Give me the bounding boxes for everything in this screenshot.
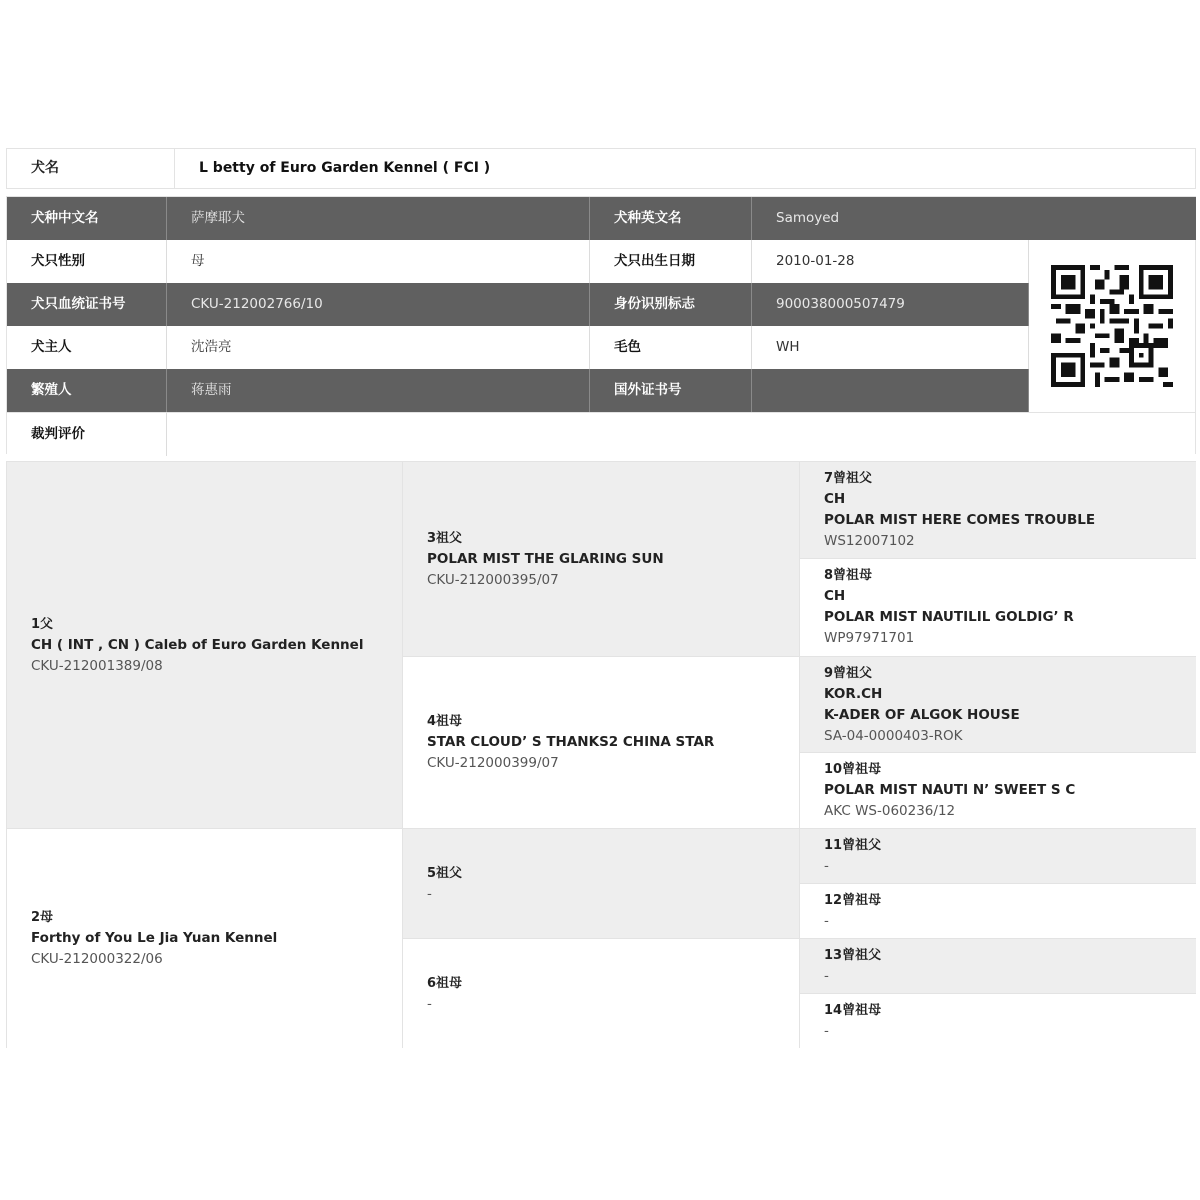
foreign-cert-value (752, 369, 1029, 412)
judge-value (167, 413, 1195, 456)
ggp-name: POLAR MIST NAUTI N’ SWEET S C (824, 782, 1076, 798)
info-row-sex (7, 240, 1029, 283)
ggp-reg: - (824, 858, 829, 874)
grandparent-num: 3祖父 (427, 530, 463, 546)
sex-value: 母 (167, 240, 590, 283)
info-row-judge (7, 412, 1195, 455)
ggp-reg: WS12007102 (824, 533, 915, 549)
grandparent-reg: - (427, 885, 432, 902)
ggp-num: 11曾祖父 (824, 838, 882, 853)
grandparent-num: 5祖父 (427, 865, 463, 881)
pedigree-great-grandparent-7 (800, 462, 1196, 559)
dog-name-label: 犬名 (7, 149, 175, 188)
pedigree-table (6, 461, 1196, 1048)
pedigree-great-grandparent-12 (800, 884, 1196, 939)
ggp-num: 14曾祖母 (824, 1003, 882, 1018)
foreign-cert-label: 国外证书号 (590, 369, 752, 412)
judge-label: 裁判评价 (7, 413, 167, 456)
grandparent-reg: CKU-212000399/07 (427, 755, 559, 771)
ggp-name: POLAR MIST NAUTILIL GOLDIG’ R (824, 609, 1074, 625)
qr-code-box (1029, 240, 1195, 412)
info-row-owner (7, 326, 1029, 369)
info-table (6, 196, 1196, 454)
dog-name-value: L betty of Euro Garden Kennel ( FCI ) (199, 160, 491, 176)
dam-name: Forthy of You Le Jia Yuan Kennel (31, 930, 278, 946)
ggp-reg: WP97971701 (824, 630, 915, 646)
pedigree-great-grandparent-11 (800, 829, 1196, 884)
grandparent-name: POLAR MIST THE GLARING SUN (427, 550, 664, 567)
color-label: 毛色 (590, 326, 752, 369)
ggp-num: 9曾祖父 (824, 666, 873, 681)
ggp-title: CH (824, 588, 846, 604)
grandparent-num: 6祖母 (427, 975, 463, 991)
ggp-title: KOR.CH (824, 686, 883, 702)
chip-value: 900038000507479 (752, 283, 1029, 326)
ggp-reg: - (824, 1023, 829, 1039)
dob-label: 犬只出生日期 (590, 240, 752, 283)
ggp-num: 7曾祖父 (824, 471, 873, 486)
breeder-value: 蒋惠雨 (167, 369, 590, 412)
sire-num: 1父 (31, 616, 54, 632)
ggp-reg: - (824, 968, 829, 984)
pedigree-grandparent-3 (403, 462, 800, 657)
ggp-name: POLAR MIST HERE COMES TROUBLE (824, 512, 1096, 528)
pedigree-grandparent-6 (403, 939, 800, 1048)
ggp-reg: AKC WS-060236/12 (824, 803, 956, 819)
sire-name: CH ( INT , CN ) Caleb of Euro Garden Kennel (31, 636, 364, 653)
pedigree-sire (7, 462, 403, 829)
ggp-num: 12曾祖母 (824, 893, 882, 908)
grandparent-name: STAR CLOUD’ S THANKS2 CHINA STAR (427, 734, 715, 750)
ggp-name: K-ADER OF ALGOK HOUSE (824, 707, 1020, 723)
dam-reg: CKU-212000322/06 (31, 951, 163, 967)
breed-en-label: 犬种英文名 (590, 197, 752, 240)
dog-name-row (6, 148, 1196, 189)
breed-cn-value: 萨摩耶犬 (167, 197, 590, 240)
breeder-label: 繁殖人 (7, 369, 167, 412)
reg-value: CKU-212002766/10 (167, 283, 590, 326)
grandparent-reg: - (427, 995, 432, 1012)
owner-value: 沈浩亮 (167, 326, 590, 369)
pedigree-grandparent-5 (403, 829, 800, 939)
ggp-num: 10曾祖母 (824, 762, 882, 777)
chip-label: 身份识别标志 (590, 283, 752, 326)
grandparent-num: 4祖母 (427, 714, 463, 729)
dob-value: 2010-01-28 (752, 240, 1029, 283)
breed-en-value: Samoyed (776, 210, 840, 226)
qr-code-icon (1051, 265, 1173, 387)
sire-reg: CKU-212001389/08 (31, 657, 163, 674)
info-row-reg (7, 283, 1029, 326)
pedigree-great-grandparent-13 (800, 939, 1196, 994)
pedigree-great-grandparent-14 (800, 994, 1196, 1048)
color-value: WH (752, 326, 1029, 369)
breed-cn-label: 犬种中文名 (7, 197, 167, 240)
ggp-num: 8曾祖母 (824, 568, 873, 583)
grandparent-reg: CKU-212000395/07 (427, 571, 559, 588)
reg-label: 犬只血统证书号 (7, 283, 167, 326)
ggp-num: 13曾祖父 (824, 948, 882, 963)
ggp-title: CH (824, 491, 846, 507)
ggp-reg: SA-04-0000403-ROK (824, 728, 963, 744)
pedigree-great-grandparent-10 (800, 753, 1196, 829)
pedigree-great-grandparent-9 (800, 657, 1196, 753)
pedigree-grandparent-4 (403, 657, 800, 829)
pedigree-great-grandparent-8 (800, 559, 1196, 657)
info-row-breed (7, 197, 1196, 240)
pedigree-dam (7, 829, 403, 1048)
dam-num: 2母 (31, 910, 54, 925)
ggp-reg: - (824, 913, 829, 929)
sex-label: 犬只性别 (7, 240, 167, 283)
owner-label: 犬主人 (7, 326, 167, 369)
info-row-breeder (7, 369, 1029, 412)
